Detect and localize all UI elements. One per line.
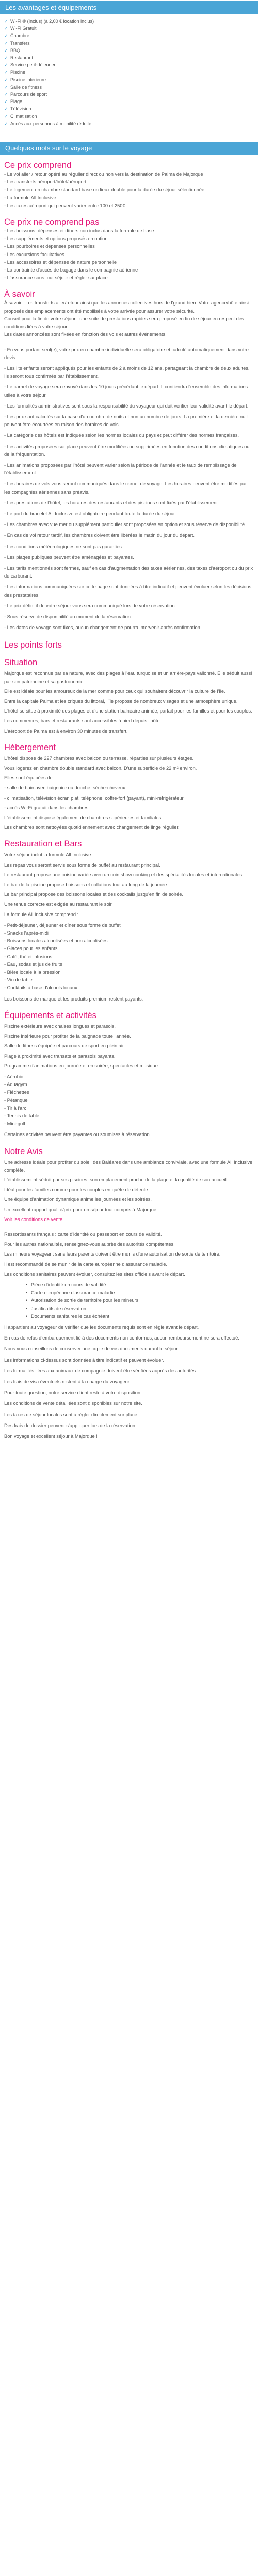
- section-line: - Les suppléments et options proposés en option: [4, 236, 108, 242]
- restauration-paragraph: Le restaurant propose une cuisine variée avec un coin show cooking et des spécialités locales et internationales.: [4, 872, 244, 877]
- note_avis-paragraph: L'établissement séduit par ses piscines, son emplacement proche de la plage et la qualité de son accueil.: [4, 1177, 228, 1182]
- section-line: - Les accessoires et dépenses de nature personnelle: [4, 259, 117, 265]
- conditions-link[interactable]: Voir les conditions de vente: [4, 1216, 63, 1222]
- amenity-item: ✓ Piscine: [4, 69, 254, 76]
- info-section-savoir: [4, 289, 254, 338]
- formalites-outro: Nous vous conseillons de conserver une copie de vos documents durant le séjour.: [4, 1346, 179, 1352]
- section-line: - Les boissons, dépenses et dîners non inclus dans la formule de base: [4, 228, 154, 234]
- section-line: - Les excursions facultatives: [4, 251, 64, 257]
- equipements-paragraph: Piscine intérieure pour profiter de la baignade toute l'année.: [4, 1033, 131, 1039]
- amenity-item: ✓ Transfers: [4, 40, 254, 47]
- note-paragraph: - Les horaires de vols vous seront communiqués dans le carnet de voyage. Les horaires peuvent être modifiés par les compagnies aériennes sans préavis.: [4, 481, 247, 495]
- formalites-outro: Des frais de dossier peuvent s'appliquer lors de la réservation.: [4, 1422, 137, 1428]
- note-paragraph: - En vous portant seul(e), votre prix en chambre individuelle sera obligatoire et calculé automatiquement dans votre devis.: [4, 347, 249, 360]
- avis-section: [4, 1146, 254, 1224]
- hebergement-paragraph: Les chambres sont nettoyées quotidiennement avec changement de linge régulier.: [4, 825, 180, 831]
- note-paragraph: - En cas de vol retour tardif, les chambres doivent être libérées le matin du jour du départ.: [4, 533, 195, 538]
- equipements-section: [4, 1010, 254, 1139]
- note-paragraph: - Les informations communiquées sur cette page sont données à titre indicatif et peuvent évoluer selon les décisions des prestataires.: [4, 584, 252, 598]
- equipements-list-item: - Mini-golf: [4, 1121, 25, 1127]
- restauration-section: [4, 839, 254, 1003]
- included-sections: [4, 160, 254, 338]
- restauration-list-item: - Eau, sodas et jus de fruits: [4, 961, 62, 967]
- info-section-sejour: [4, 160, 254, 210]
- formalites-list-item: • Autorisation de sortie de territoire pour les mineurs: [31, 1297, 254, 1304]
- note-paragraph: - Les formalités administratives sont sous la responsabilité du voyageur qui doit vérifier leur validité avant le départ.: [4, 403, 249, 409]
- formalites-outro: Bon voyage et excellent séjour à Majorque !: [4, 1434, 98, 1439]
- restauration-paragraph: La formule All Inclusive comprend :: [4, 911, 79, 917]
- note-paragraph: - Les plages publiques peuvent être aménagées et payantes.: [4, 554, 134, 560]
- note-paragraph: - La catégorie des hôtels est indiquée selon les normes locales du pays et peut différer des normes françaises.: [4, 433, 239, 438]
- hebergement-paragraph: - climatisation, télévision écran plat, téléphone, coffre-fort (payant), mini-réfrigérateur: [4, 795, 184, 801]
- equipements-outro: Certaines activités peuvent être payantes ou soumises à réservation.: [4, 1132, 151, 1138]
- hebergement-paragraph: - accès Wi-Fi gratuit dans les chambres: [4, 805, 89, 810]
- hebergement-paragraph: Vous logerez en chambre double standard avec balcon. D'une superficie de 22 m² environ.: [4, 766, 197, 771]
- note-paragraph: - Les dates de voyage sont fixes, aucun changement ne pourra intervenir après confirmation.: [4, 625, 202, 631]
- restauration-list-item: - Bière locale à la pression: [4, 970, 61, 975]
- situation-paragraph: L'hôtel se situe à proximité des plages et d'une station balnéaire animée, parfait pour les familles et pour les couples.: [4, 708, 252, 714]
- section-heading: Ce prix ne comprend pas: [4, 217, 100, 227]
- info-section-non-compris: [4, 217, 254, 282]
- amenity-item: ✓ Salle de fitness: [4, 83, 254, 91]
- note-paragraph: - Les animations proposées par l'hôtel peuvent varier selon la période de l'année et le taux de remplissage de l'établissement.: [4, 462, 237, 476]
- formalites-paragraph: Ressortissants français : carte d'identité ou passeport en cours de validité.: [4, 1231, 162, 1237]
- formalites-outro: Pour toute question, notre service client reste à votre disposition.: [4, 1390, 142, 1396]
- note_avis-paragraph: Une adresse idéale pour profiter du soleil des Baléares dans une ambiance conviviale, avec une formule All Inclusive complète.: [4, 1159, 253, 1173]
- section-line: - Les transferts aéroport/hôtel/aéroport: [4, 179, 87, 185]
- equipements-list-item: - Tennis de table: [4, 1113, 40, 1118]
- restauration-list-item: - Glaces pour les enfants: [4, 946, 58, 952]
- hebergement-paragraph: L'hôtel dispose de 227 chambres avec balcon ou terrasse, réparties sur plusieurs étages.: [4, 755, 194, 761]
- trip-info-title: Quelques mots sur le voyage: [5, 144, 92, 152]
- formalites-outro: Les conditions de vente détaillées sont disponibles sur notre site.: [4, 1401, 142, 1406]
- points-forts-title: Les points forts: [4, 640, 62, 650]
- restauration-paragraph: Le bar de la piscine propose boissons et collations tout au long de la journée.: [4, 882, 168, 888]
- equipements-list: [4, 1073, 254, 1128]
- formalites-outro: En cas de refus d'embarquement lié à des documents non conformes, aucun remboursement ne sera effectué.: [4, 1335, 239, 1341]
- formalites-paragraph: Il est recommandé de se munir de la carte européenne d'assurance maladie.: [4, 1261, 167, 1267]
- section-line: - Le vol aller / retour opéré au régulier direct ou non vers la destination de Palma de Majorque: [4, 172, 203, 177]
- hebergement-paragraph: L'établissement dispose également de chambres supérieures et familiales.: [4, 815, 163, 821]
- situation-paragraph: Entre la capitale Palma et les criques du littoral, l'île propose de nombreux visages et une atmosphère unique.: [4, 699, 238, 704]
- amenity-item: ✓ Télévision: [4, 105, 254, 112]
- restauration-paragraph: Les repas vous seront servis sous forme de buffet au restaurant principal.: [4, 862, 160, 868]
- note_avis-paragraph: Idéal pour les familles comme pour les couples en quête de détente.: [4, 1187, 150, 1193]
- situation-section: [4, 657, 254, 735]
- amenity-item: ✓ Wi-Fi Gratuit: [4, 25, 254, 32]
- note_avis-link-line: [4, 1216, 254, 1224]
- hebergement-paragraph: - salle de bain avec baignoire ou douche, sèche-cheveux: [4, 785, 125, 791]
- hebergement-section: [4, 742, 254, 832]
- equipements-paragraph: Plage à proximité avec transats et parasols payants.: [4, 1053, 116, 1059]
- section-line: - La formule All Inclusive: [4, 195, 56, 200]
- note_avis-heading: Notre Avis: [4, 1146, 43, 1156]
- restauration-list-item: - Petit-déjeuner, déjeuner et dîner sous forme de buffet: [4, 922, 121, 928]
- restauration-paragraph: Votre séjour inclut la formule All Inclusive.: [4, 852, 93, 858]
- restauration-list-item: - Cocktails à base d'alcools locaux: [4, 985, 77, 991]
- section-line: Conseil pour la fin de votre séjour : une suite de prestations rapides sera proposé en fin de séjour en respect des conditions liées à votre séjour.: [4, 316, 244, 330]
- note-paragraph: - Le carnet de voyage sera envoyé dans les 10 jours précédant le départ. Il contiendra l'ensemble des informations utiles à votre séjour.: [4, 384, 248, 398]
- equipements-heading: Équipements et activités: [4, 1010, 96, 1020]
- formalites-section: [4, 1231, 254, 1440]
- restauration-outro: Les boissons de marque et les produits premium restent payants.: [4, 996, 143, 1002]
- amenity-item: ✓ BBQ: [4, 47, 254, 54]
- formalites-paragraph: Pour les autres nationalités, renseignez-vous auprès des autorités compétentes.: [4, 1242, 175, 1247]
- section-line: Les dates annoncées sont fixées en fonction des vols et autres événements.: [4, 332, 167, 337]
- amenity-item: ✓ Wi-Fi ® (Inclus) (à 2,00 € location inclus): [4, 18, 254, 25]
- note-paragraph: - Le prix définitif de votre séjour vous sera communiqué lors de votre réservation.: [4, 603, 176, 608]
- section-line: - Les pourboires et dépenses personnelles: [4, 244, 95, 249]
- formalites-list-item: • Documents sanitaires le cas échéant: [31, 1313, 254, 1320]
- equipements-paragraph: Piscine extérieure avec chaises longues et parasols.: [4, 1023, 116, 1029]
- equipements-list-item: - Pétanque: [4, 1097, 28, 1103]
- note-paragraph: - Les prestations de l'hôtel, les horaires des restaurants et des piscines sont fixés par l'établissement.: [4, 500, 219, 505]
- amenities-header: [0, 1, 258, 14]
- formalites-outro: Il appartient au voyageur de vérifier que les documents requis sont en règle avant le départ.: [4, 1324, 199, 1330]
- page: [0, 1, 258, 1440]
- amenity-item: ✓ Service petit-déjeuner: [4, 61, 254, 69]
- amenity-item: ✓ Parcours de sport: [4, 91, 254, 98]
- situation-paragraph: L'aéroport de Palma est à environ 30 minutes de transfert.: [4, 728, 128, 734]
- equipements-paragraph: Salle de fitness équipée et parcours de sport en plein air.: [4, 1043, 125, 1049]
- amenity-item: ✓ Chambre: [4, 32, 254, 39]
- note-paragraph: - Sous réserve de disponibilité au moment de la réservation.: [4, 614, 132, 619]
- formalites-outro: Les taxes de séjour locales sont à régler directement sur place.: [4, 1412, 139, 1417]
- situation-heading: Situation: [4, 658, 38, 668]
- amenities-list: [4, 18, 254, 127]
- note-paragraph: - Les chambres avec vue mer ou supplément particulier sont proposées en option et sous réserve de disponibilité.: [4, 522, 246, 528]
- formalites-paragraph: Les conditions sanitaires peuvent évoluer, consultez les sites officiels avant le départ.: [4, 1271, 185, 1277]
- amenity-item: ✓ Plage: [4, 98, 254, 105]
- amenity-item: ✓ Restaurant: [4, 54, 254, 61]
- amenity-item: ✓ Accès aux personnes à mobilité réduite: [4, 120, 254, 127]
- amenity-item: ✓ Climatisation: [4, 113, 254, 120]
- section-heading: Ce prix comprend: [4, 161, 72, 171]
- restauration-list-item: - Vin de table: [4, 977, 33, 983]
- note_avis-paragraph: Une équipe d'animation dynamique anime les journées et les soirées.: [4, 1197, 152, 1202]
- note-paragraph: - Les prix sont calculés sur la base d'un nombre de nuits et non un nombre de jours. La première et la dernière nuit peuvent être écourtées en raison des horaires de vols.: [4, 414, 248, 428]
- hebergement-paragraph: Elles sont équipées de :: [4, 775, 55, 781]
- situation-paragraph: Majorque est reconnue par sa nature, avec des plages à l'eau turquoise et un arrière-pays vallonné. Elle séduit aussi par son patrimoine et sa gastronomie.: [4, 671, 252, 684]
- notes-block: [4, 346, 254, 632]
- restauration-heading: Restauration et Bars: [4, 839, 82, 849]
- restauration-list-item: - Café, thé et infusions: [4, 954, 53, 959]
- restauration-paragraph: Une tenue correcte est exigée au restaurant le soir.: [4, 902, 113, 907]
- section-line: - Les taxes aéroport qui peuvent varier entre 100 et 250€: [4, 202, 125, 208]
- amenity-item: ✓ Piscine intérieure: [4, 76, 254, 83]
- formalites-outro: Les formalités liées aux animaux de compagnie doivent être vérifiées auprès des autorités.: [4, 1368, 197, 1374]
- section-line: - La contrainte d'accès de bagage dans le compagnie aérienne: [4, 267, 138, 273]
- note-paragraph: - Le port du bracelet All Inclusive est obligatoire pendant toute la durée du séjour.: [4, 511, 176, 516]
- equipements-list-item: - Aérobic: [4, 1074, 23, 1079]
- formalites-outro: Les informations ci-dessus sont données à titre indicatif et peuvent évoluer.: [4, 1357, 164, 1363]
- situation-paragraph: Les commerces, bars et restaurants sont accessibles à pied depuis l'hôtel.: [4, 718, 163, 724]
- formalites-list-item: • Carte européenne d'assurance maladie: [31, 1289, 254, 1297]
- hebergement-heading: Hébergement: [4, 742, 56, 752]
- restauration-list-item: - Snacks l'après-midi: [4, 930, 49, 936]
- equipements-list-item: - Aquagym: [4, 1082, 27, 1088]
- formalites-outro: Les frais de visa éventuels restent à la charge du voyageur.: [4, 1379, 131, 1384]
- note-paragraph: - Les lits enfants seront appliqués pour les enfants de 2 à moins de 12 ans, partageant la chambre de deux adultes. Ils seront tous confirmés par l'établissement.: [4, 365, 250, 379]
- situation-paragraph: Elle est idéale pour les amoureux de la mer comme pour ceux qui souhaitent découvrir la culture de l'île.: [4, 688, 225, 694]
- formalites-list-item: • Justificatifs de réservation: [31, 1305, 254, 1313]
- section-line: - L'assurance sous tout séjour et régler sur place: [4, 275, 108, 281]
- restauration-paragraph: Le bar principal propose des boissons locales et des cocktails jusqu'en fin de soirée.: [4, 892, 183, 897]
- note-paragraph: - Les tarifs mentionnés sont fermes, sauf en cas d'augmentation des taxes aériennes, des taxes d'aéroport ou du prix du carburant.: [4, 565, 253, 579]
- section-line: - Le logement en chambre standard base un lieux double pour la durée du séjour sélectionnée: [4, 187, 205, 193]
- restauration-list-item: - Boissons locales alcoolisées et non alcoolisées: [4, 938, 108, 944]
- restauration-list: [4, 922, 254, 992]
- section-line: À savoir : Les transferts aller/retour ainsi que les annonces collectives hors de l’grand bien. Votre agence/hôte ainsi proposés des emplacements ont été mobilisés à votre arrivée pour assurer votre sécurité.: [4, 300, 249, 314]
- note-paragraph: - Les activités proposées sur place peuvent être modifiées ou supprimées en fonction des conditions climatiques ou de la fréquentation.: [4, 444, 250, 457]
- note-paragraph: - Les conditions météorologiques ne sont pas garanties.: [4, 544, 123, 549]
- amenities-title: Les avantages et équipements: [5, 4, 97, 11]
- trip-info-header: [0, 142, 258, 155]
- equipements-paragraph: Programme d'animations en journée et en soirée, spectacles et musique.: [4, 1063, 159, 1069]
- equipements-list-item: - Fléchettes: [4, 1090, 29, 1095]
- equipements-list-item: - Tir à l'arc: [4, 1105, 27, 1111]
- formalites-paragraph: Les mineurs voyageant sans leurs parents doivent être munis d'une autorisation de sortie de territoire.: [4, 1251, 221, 1257]
- formalites-list-item: • Pièce d'identité en cours de validité: [31, 1281, 254, 1289]
- section-heading: À savoir: [4, 290, 35, 299]
- formalites-list: [4, 1281, 254, 1320]
- note_avis-paragraph: Un excellent rapport qualité/prix pour un séjour tout compris à Majorque.: [4, 1207, 158, 1212]
